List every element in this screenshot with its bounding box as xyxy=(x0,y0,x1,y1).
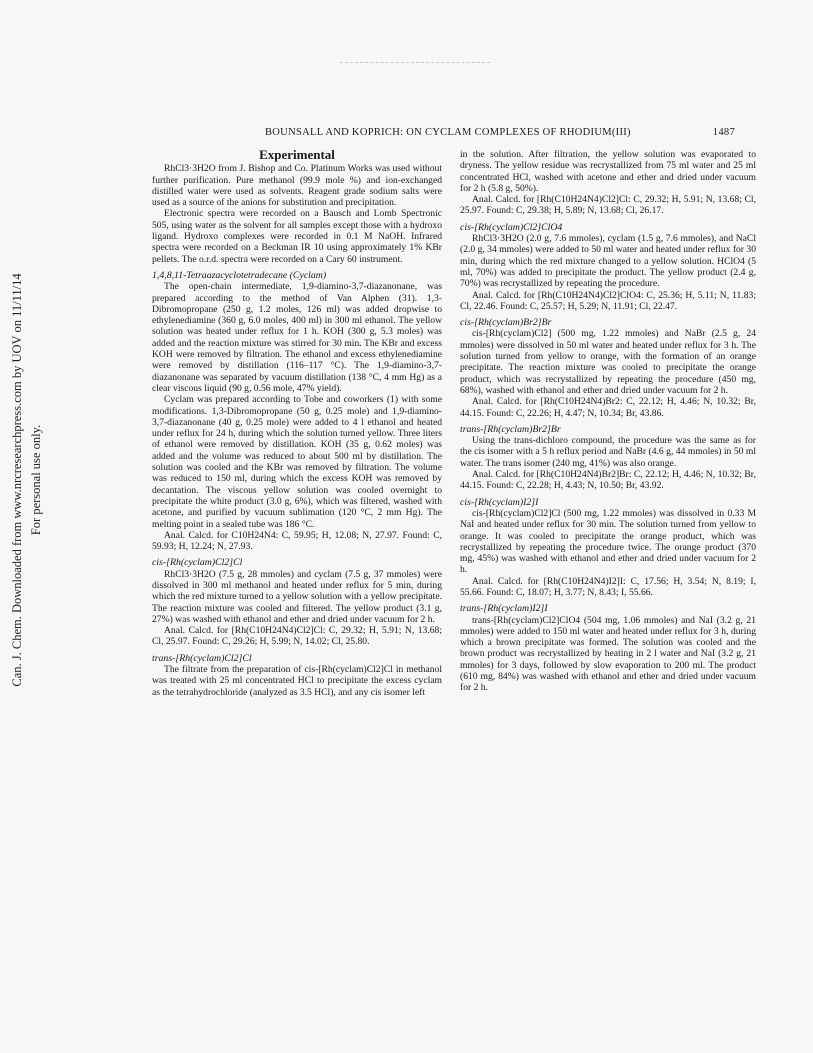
analysis-paragraph: Anal. Calcd. for [Rh(C10H24N4)I2]I: C, 17.56; H, 3.54; N, 8.19; I, 55.66. Found: C, 18.07; H, 3.77; N, 8.43; I, 55.66. xyxy=(460,575,756,598)
analysis-paragraph: Anal. Calcd. for C10H24N4: C, 59.95; H, 12.08; N, 27.97. Found: C, 59.93; H, 12.24; N, 27.93. xyxy=(152,529,442,553)
subsection-heading: cis-[Rh(cyclam)Cl2]ClO4 xyxy=(460,221,563,233)
left-column xyxy=(152,149,442,698)
subsection-heading: 1,4,8,11-Tetraazacyclotetradecane (Cyclam) xyxy=(152,269,327,281)
subsection-heading: trans-[Rh(cyclam)I2]I xyxy=(460,603,548,615)
analysis-paragraph: Anal. Calcd. for [Rh(C10H24N4)Cl2]ClO4: C, 25.36; H, 5.11; N, 11.83; Cl, 22.46. Found: C, 25.57; H, 5.29; N, 11.91; Cl, 22.47. xyxy=(460,289,756,312)
running-title: BOUNSALL AND KOPRICH: ON CYCLAM COMPLEXES OF RHODIUM(III) xyxy=(265,127,631,138)
paragraph: Using the trans-dichloro compound, the procedure was the same as for the cis isomer with a 5 h reflux period and NaBr (4.6 g, 44 mmoles) in 50 ml water. The trans isomer (240 mg, 41%) was also orange. xyxy=(460,435,756,469)
analysis-paragraph: Anal. Calcd. for [Rh(C10H24N4)Cl2]Cl: C, 29.32; H, 5.91; N, 13.68; Cl, 25.97. Found: C, 29.38; H, 5.89; N, 13.68; Cl, 26.17. xyxy=(460,194,756,217)
analysis-paragraph: Anal. Calcd. for [Rh(C10H24N4)Br2]Br: C, 22.12; H, 4.46; N, 10.32; Br, 44.15. Found: C, 22.28; H, 4.43; N, 10.50; Br, 43.92. xyxy=(460,469,756,492)
paragraph: The filtrate from the preparation of cis-[Rh(cyclam)Cl2]Cl in methanol was treated with 25 ml concentrated HCl to precipitate the excess cyclam as the tetrahydrochloride (analyzed as 3.5 HCl), and any cis isomer left xyxy=(152,664,442,698)
paragraph: cis-[Rh(cyclam)Cl2] (500 mg, 1.22 mmoles) and NaBr (2.5 g, 24 mmoles) were dissolved in 50 ml water and heated under reflux for 3 h. The solution turned from yellow to orange, with the formation of an orange precipitate. The reaction mixture was cooled to precipitate the orange product, which was recrystallized by repeating the procedure (450 mg, 68%), washed with ethanol and ether and dried under vacuum for 2 h. xyxy=(460,328,756,396)
subsection-heading: cis-[Rh(cyclam)Br2]Br xyxy=(460,317,552,329)
analysis-paragraph: Anal. Calcd. for [Rh(C10H24N4)Cl2]Cl: C, 29.32; H, 5.91; N, 13.68; Cl, 25.97. Found: C, 29.26; H, 5.99; N, 14.02; Cl, 25.80. xyxy=(152,625,442,648)
paragraph: RhCl3·3H2O (7.5 g, 28 mmoles) and cyclam (7.5 g, 37 mmoles) were dissolved in 300 ml methanol and heated under reflux for 5 min, during which the red mixture turned to a yellow solution with a yellow precipitate. The reaction mixture was cooled and filtered. The yellow product (3.1 g, 27%) was washed with ethanol and ether and dried under vacuum for 2 h. xyxy=(152,568,442,625)
page-number: 1487 xyxy=(712,127,735,138)
paragraph: Electronic spectra were recorded on a Bausch and Lomb Spectronic 505, using water as the solvent for all samples except those with a hydroxo ligand. Hydroxo complexes were recorded in 0.1 M NaOH. Infrared spectra were recorded on a Beckman IR 10 using approximately 1% KBr pellets. The o.r.d. spectra were recorded on a Cary 60 instrument. xyxy=(152,208,442,265)
paragraph: The open-chain intermediate, 1,9-diamino-3,7-diazanonane, was prepared according to the method of Van Alphen (31). 1,3-Dibromopropane (250 g, 1.2 moles, 126 ml) was added dropwise to ethylenediamine (360 g, 6.0 moles, 400 ml) in 300 ml ethanol. The yellow solution was heated under reflux for 1 h. KOH (300 g, 5.3 moles) was added and the reaction mixture was stirred for 30 min. The KBr and excess KOH were removed by filtration. The ethanol and excess ethylenediamine were removed by distillation (116–117 °C). The 1,9-diamino-3,7-diazanonane was separated by vacuum distillation (138 °C, 4 mm Hg) as a clear viscous liquid (90 g, 0.56 mole, 47% yield). xyxy=(152,281,442,394)
paragraph: trans-[Rh(cyclam)Cl2]ClO4 (504 mg, 1.06 mmoles) and NaI (3.2 g, 21 mmoles) were added to 150 ml water and heated under reflux for 3 h, during which a brown precipitate was formed. The solution was cooled and the brown product was recrystallized by heating in 2 l water and NaI (3.2 g, 21 mmoles) for 3 days, followed by slow evaporation to 200 ml. The product (610 mg, 84%) was washed with ethanol and ether and dried under vacuum for 2 h. xyxy=(460,614,756,694)
watermark-text xyxy=(8,200,48,760)
download-watermark xyxy=(8,200,48,760)
watermark-line-2: For personal use only. xyxy=(29,424,43,536)
running-header xyxy=(265,127,735,138)
section-title: Experimental xyxy=(259,147,335,162)
subsection-heading: cis-[Rh(cyclam)I2]I xyxy=(460,496,539,508)
paragraph: Cyclam was prepared according to Tobe and coworkers (1) with some modifications. 1,3-Dibromopropane (50 g, 0.25 mole) and 1,9-diamino-3,7-diazanonane (40 g, 0.25 mole) were added to 4 l ethanol and heated under reflux for 24 h, during which the solution turned yellow. Three liters of ethanol were removed by distillation. KOH (35 g, 0.62 moles) was added and the volume was reduced to about 500 ml by distillation. The solution was cooled and the KBr was removed by filtration. The volume was reduced to 150 ml, during which the excess KOH was removed by decantation. The viscous yellow solution was cooled overnight to precipitate the white product (3.0 g, 6%), which was filtered, washed with acetone, and purified by vacuum sublimation (120 °C, 2 mm Hg). The melting point in a sealed tube was 186 °C. xyxy=(152,394,442,530)
subsection-heading: trans-[Rh(cyclam)Br2]Br xyxy=(460,423,561,435)
watermark-line-1: Can. J. Chem. Downloaded from www.nrcresearchpress.com by UOV on 11/11/14 xyxy=(10,273,24,687)
paragraph: RhCl3·3H2O (2.0 g, 7.6 mmoles), cyclam (1.5 g, 7.6 mmoles), and NaCl (2.0 g, 34 mmoles) were added to 50 ml water and heated under reflux for 30 min, during which the red mixture changed to a yellow solution. HClO4 (5 ml, 70%) was added to precipitate the product. The yellow product (2.4 g, 70%) was recrystallized by repeating the procedure. xyxy=(460,233,756,290)
scan-artifact-line xyxy=(340,62,490,63)
paragraph: in the solution. After filtration, the yellow solution was evaporated to dryness. The yellow residue was recrystallized from 75 ml water and 25 ml concentrated HCl, washed with acetone and ether and dried under vacuum for 2 h (5.8 g, 50%). xyxy=(460,149,756,194)
analysis-paragraph: Anal. Calcd. for [Rh(C10H24N4)Br2: C, 22.12; H, 4.46; N, 10.32; Br, 44.15. Found: C, 22.26; H, 4.47; N, 10.34; Br, 43.86. xyxy=(460,396,756,419)
subsection-heading: trans-[Rh(cyclam)Cl2]Cl xyxy=(152,652,252,664)
right-column xyxy=(460,149,756,694)
paragraph: cis-[Rh(cyclam)Cl2]Cl (500 mg, 1.22 mmoles) was dissolved in 0.33 M NaI and heated under reflux for 30 min. The solution turned from yellow to orange. It was cooled to precipitate the orange product, which was recrystallized by repeating the procedure twice. The orange product (370 mg, 45%) was washed with ethanol and ether and dried under vacuum for 2 h. xyxy=(460,507,756,576)
subsection-heading: cis-[Rh(cyclam)Cl2]Cl xyxy=(152,557,243,569)
paragraph: RhCl3·3H2O from J. Bishop and Co. Platinum Works was used without further purification. Pure methanol (99.9 mole %) and ion-exchanged distilled water were used as solvents. Reagent grade sodium salts were used as a source of the anions for substitution and precipitation. xyxy=(152,163,442,209)
